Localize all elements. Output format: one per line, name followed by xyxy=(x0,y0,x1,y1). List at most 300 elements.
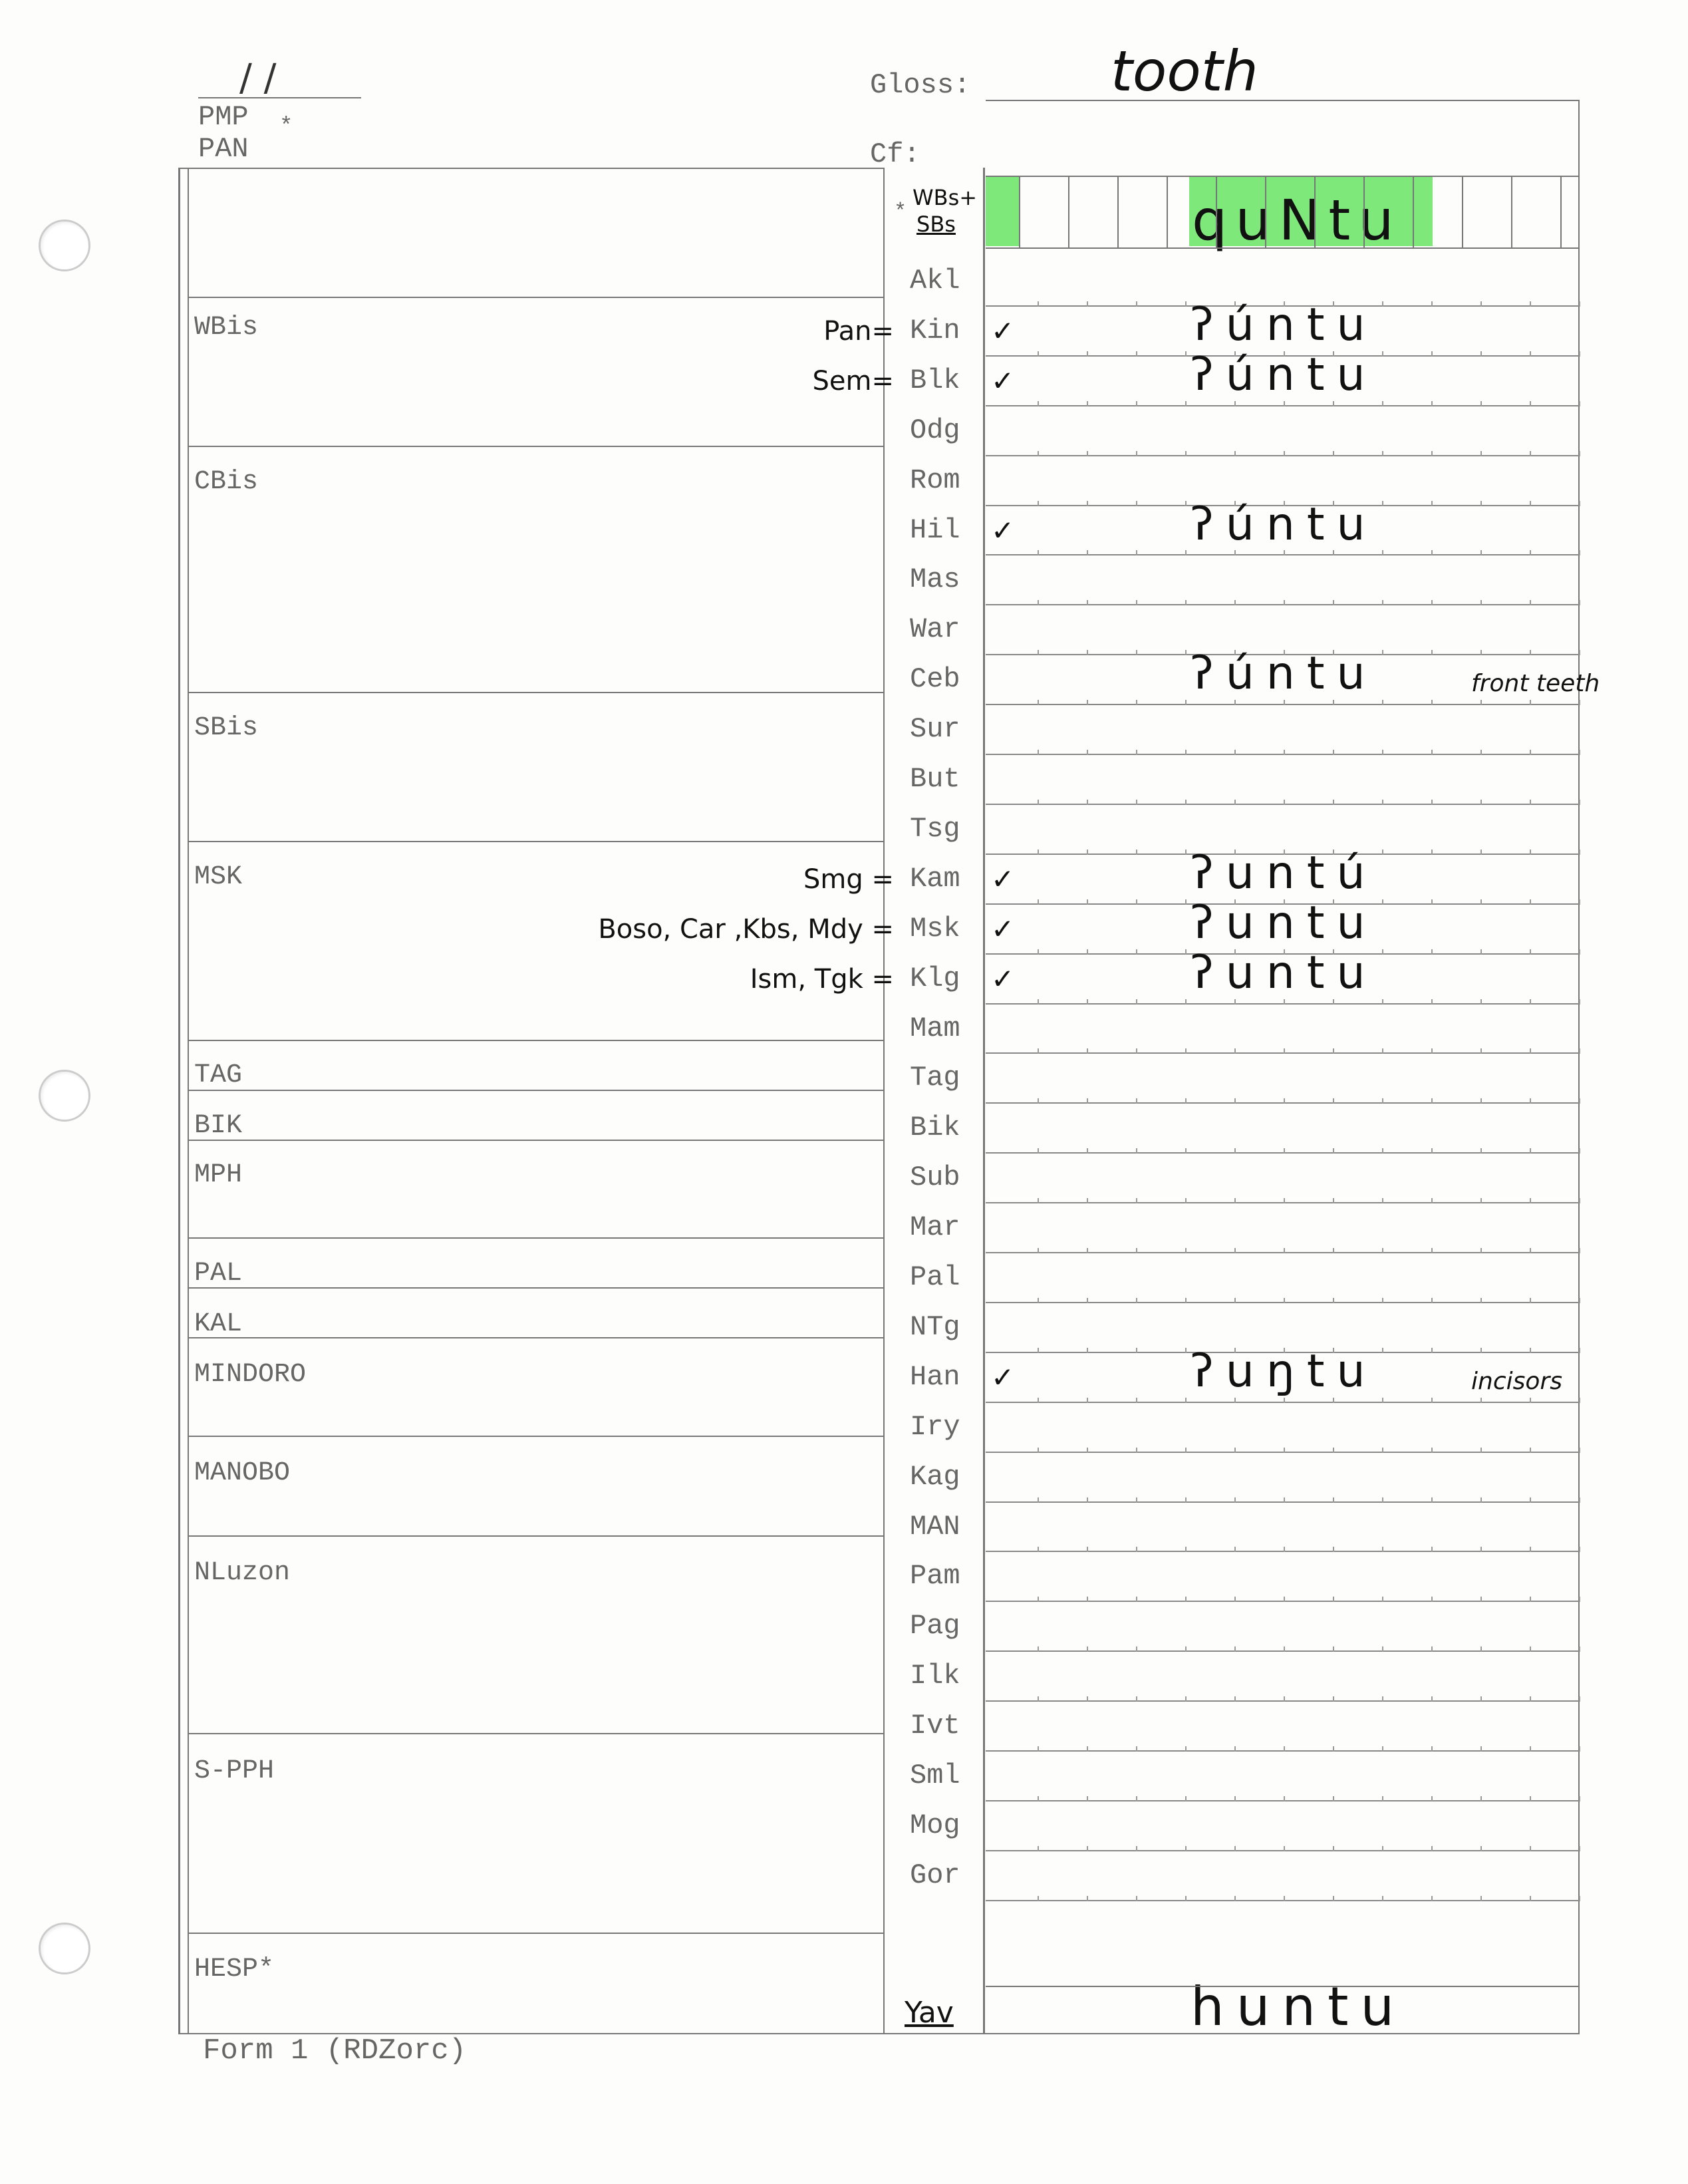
row-tick xyxy=(1579,1398,1580,1403)
row-tick xyxy=(1185,850,1187,855)
row-tick xyxy=(1382,750,1383,755)
row-tick xyxy=(1087,1398,1088,1403)
row-tick xyxy=(1038,1098,1039,1104)
row-tick xyxy=(1530,1098,1531,1104)
row-tick xyxy=(1234,1796,1236,1801)
row-tick xyxy=(1530,1896,1531,1901)
row-tick xyxy=(1038,1746,1039,1752)
row-tick xyxy=(1185,1198,1187,1203)
proto-label-line2: SBs xyxy=(916,212,956,237)
row-tick xyxy=(1087,750,1088,755)
row-check: ✓ xyxy=(991,912,1015,945)
row-line xyxy=(986,1750,1580,1752)
row-tick xyxy=(1087,1098,1088,1104)
row-tick xyxy=(1382,1298,1383,1303)
row-tick xyxy=(1185,899,1187,905)
language-code: Mog xyxy=(910,1809,960,1841)
row-tick xyxy=(1136,949,1137,955)
row-tick xyxy=(1480,1048,1482,1054)
row-tick xyxy=(1087,1148,1088,1154)
row-tick xyxy=(1480,550,1482,555)
frame-right xyxy=(1578,100,1580,2034)
row-tick xyxy=(1087,1547,1088,1552)
row-tick xyxy=(1579,700,1580,705)
divider-bik xyxy=(188,1090,883,1091)
language-code: Odg xyxy=(910,414,960,446)
row-tick xyxy=(1480,750,1482,755)
gloss-underline xyxy=(986,100,1580,101)
row-tick xyxy=(1185,1746,1187,1752)
language-code: Akl xyxy=(910,265,960,297)
row-line xyxy=(986,1700,1580,1702)
pan-label: PAN xyxy=(198,133,249,165)
row-tick xyxy=(1185,700,1187,705)
row-tick xyxy=(1431,899,1433,905)
row-tick xyxy=(1136,401,1137,406)
row-tick xyxy=(1382,351,1383,357)
row-tick xyxy=(1038,1248,1039,1253)
row-tick xyxy=(1136,1547,1137,1552)
row-tick xyxy=(1333,1098,1334,1104)
row-tick xyxy=(1530,1547,1531,1552)
row-tick xyxy=(1480,1348,1482,1353)
language-code: War xyxy=(910,613,960,646)
row-tick xyxy=(1579,1248,1580,1253)
row-tick xyxy=(1087,949,1088,955)
row-tick xyxy=(1530,850,1531,855)
row-tick xyxy=(1579,1896,1580,1901)
row-tick xyxy=(1382,1696,1383,1702)
row-tick xyxy=(1382,1646,1383,1652)
row-tick xyxy=(1579,1098,1580,1104)
row-tick xyxy=(1431,999,1433,1005)
row-tick xyxy=(1480,850,1482,855)
row-tick xyxy=(1530,401,1531,406)
row-tick xyxy=(1038,1646,1039,1652)
row-form: ʔúntu xyxy=(1191,348,1377,401)
row-tick xyxy=(1185,1497,1187,1503)
row-tick xyxy=(1185,949,1187,955)
row-tick xyxy=(1087,1896,1088,1901)
row-tick xyxy=(1579,1148,1580,1154)
row-tick xyxy=(1284,1896,1285,1901)
row-tick xyxy=(1136,451,1137,456)
row-line xyxy=(986,754,1580,755)
row-tick xyxy=(1333,1796,1334,1801)
row-tick xyxy=(1333,750,1334,755)
row-tick xyxy=(1530,949,1531,955)
row-tick xyxy=(1185,1098,1187,1104)
row-tick xyxy=(1136,1896,1137,1901)
row-tick xyxy=(1333,550,1334,555)
row-tick xyxy=(1038,600,1039,605)
row-tick xyxy=(1087,800,1088,805)
row-tick xyxy=(1480,1398,1482,1403)
row-tick xyxy=(1136,650,1137,655)
region-label-kal: KAL xyxy=(194,1309,243,1339)
language-code: Mas xyxy=(910,563,960,596)
pmp-label: PMP xyxy=(198,101,249,133)
row-tick xyxy=(1530,1448,1531,1453)
row-tick xyxy=(1333,1746,1334,1752)
row-tick xyxy=(1234,451,1236,456)
row-tick xyxy=(1284,451,1285,456)
row-tick xyxy=(1382,550,1383,555)
language-code: Ilk xyxy=(910,1660,960,1692)
row-tick xyxy=(1431,1796,1433,1801)
row-tick xyxy=(1579,800,1580,805)
proto-highlight-left xyxy=(986,177,1019,246)
row-tick xyxy=(1431,1696,1433,1702)
row-tick xyxy=(1087,550,1088,555)
proto-cell-divider xyxy=(1068,176,1069,247)
row-tick xyxy=(1087,1646,1088,1652)
row-tick xyxy=(1136,1696,1137,1702)
row-tick xyxy=(1530,1298,1531,1303)
row-tick xyxy=(1234,750,1236,755)
row-tick xyxy=(1431,1048,1433,1054)
region-label-msk: MSK xyxy=(194,862,243,892)
language-code: Ceb xyxy=(910,663,960,696)
proto-cell-divider xyxy=(1265,176,1266,247)
row-tick xyxy=(1382,1597,1383,1602)
date-slashes: / / xyxy=(239,57,277,100)
row-tick xyxy=(1284,1298,1285,1303)
row-tick xyxy=(1333,1646,1334,1652)
row-tick xyxy=(1382,899,1383,905)
row-tick xyxy=(1038,1547,1039,1552)
row-tick xyxy=(1431,949,1433,955)
row-tick xyxy=(1333,451,1334,456)
row-tick xyxy=(1530,1148,1531,1154)
row-line xyxy=(986,1452,1580,1453)
divider-sbis xyxy=(188,692,883,693)
row-tick xyxy=(1185,999,1187,1005)
row-tick xyxy=(1234,1746,1236,1752)
row-tick xyxy=(1038,401,1039,406)
row-tick xyxy=(1579,401,1580,406)
row-tick xyxy=(1480,1846,1482,1851)
row-tick xyxy=(1136,1248,1137,1253)
row-tick xyxy=(1185,1398,1187,1403)
region-label-hesp: HESP* xyxy=(194,1954,275,1984)
row-tick xyxy=(1579,550,1580,555)
region-label-wbis: WBis xyxy=(194,313,259,343)
region-label-cbis: CBis xyxy=(194,467,259,497)
row-tick xyxy=(1038,750,1039,755)
proto-form: quNtu xyxy=(1192,188,1402,253)
row-tick xyxy=(1234,401,1236,406)
row-tick xyxy=(1136,550,1137,555)
row-tick xyxy=(1530,301,1531,307)
row-tick xyxy=(1480,1198,1482,1203)
proto-cell-divider xyxy=(1560,176,1562,247)
row-tick xyxy=(1530,351,1531,357)
row-tick xyxy=(1284,1198,1285,1203)
row-tick xyxy=(1185,451,1187,456)
divider-spph xyxy=(188,1733,883,1734)
row-tick xyxy=(1382,451,1383,456)
row-tick xyxy=(1431,650,1433,655)
row-prefix: Boso, Car ,Kbs, Mdy = xyxy=(598,913,894,945)
row-tick xyxy=(1136,750,1137,755)
row-tick xyxy=(1530,1348,1531,1353)
row-tick xyxy=(1579,600,1580,605)
language-code: Han xyxy=(910,1360,960,1393)
row-tick xyxy=(1333,1846,1334,1851)
row-tick xyxy=(1480,1896,1482,1901)
row-form: ʔuntu xyxy=(1191,946,1377,999)
binder-hole-top xyxy=(39,220,90,271)
row-tick xyxy=(1087,301,1088,307)
region-label-mindoro: MINDORO xyxy=(194,1360,307,1390)
region-label-spph: S-PPH xyxy=(194,1756,275,1786)
row-tick xyxy=(1185,1448,1187,1453)
row-tick xyxy=(1136,1348,1137,1353)
row-form: ʔúntu xyxy=(1191,298,1377,351)
row-tick xyxy=(1234,600,1236,605)
row-form: ʔuntú xyxy=(1191,846,1377,899)
row-tick xyxy=(1431,1846,1433,1851)
row-tick xyxy=(1333,1298,1334,1303)
row-tick xyxy=(1480,999,1482,1005)
row-tick xyxy=(1480,949,1482,955)
row-tick xyxy=(1185,650,1187,655)
row-tick xyxy=(1038,1597,1039,1602)
row-tick xyxy=(1038,1148,1039,1154)
row-tick xyxy=(1234,1597,1236,1602)
row-tick xyxy=(1480,1696,1482,1702)
row-tick xyxy=(1087,451,1088,456)
divider-hesp xyxy=(188,1933,883,1934)
row-tick xyxy=(1431,1148,1433,1154)
row-tick xyxy=(1579,1547,1580,1552)
row-tick xyxy=(1579,850,1580,855)
row-tick xyxy=(1234,1448,1236,1453)
row-tick xyxy=(1530,1646,1531,1652)
row-tick xyxy=(1530,999,1531,1005)
row-tick xyxy=(1038,999,1039,1005)
row-tick xyxy=(1579,949,1580,955)
row-tick xyxy=(1284,1098,1285,1104)
binder-hole-middle xyxy=(39,1070,90,1122)
row-tick xyxy=(1136,1846,1137,1851)
row-tick xyxy=(1530,501,1531,506)
row-tick xyxy=(1185,1148,1187,1154)
row-tick xyxy=(1284,1448,1285,1453)
row-tick xyxy=(1136,850,1137,855)
language-code: Kin xyxy=(910,314,960,347)
row-tick xyxy=(1284,1796,1285,1801)
row-tick xyxy=(1234,999,1236,1005)
row-tick xyxy=(1530,899,1531,905)
row-tick xyxy=(1087,1796,1088,1801)
row-tick xyxy=(1038,800,1039,805)
row-tick xyxy=(1382,800,1383,805)
row-tick xyxy=(1333,1497,1334,1503)
row-prefix: Sem= xyxy=(812,365,894,396)
row-tick xyxy=(1038,501,1039,506)
row-tick xyxy=(1382,1448,1383,1453)
language-code: Rom xyxy=(910,464,960,496)
row-tick xyxy=(1136,999,1137,1005)
row-tick xyxy=(1284,1846,1285,1851)
row-tick xyxy=(1579,1198,1580,1203)
language-code: Blk xyxy=(910,364,960,396)
row-tick xyxy=(1431,301,1433,307)
row-tick xyxy=(1382,1048,1383,1054)
language-code: Mar xyxy=(910,1211,960,1244)
row-tick xyxy=(1480,401,1482,406)
frame-top xyxy=(178,168,883,169)
row-tick xyxy=(1382,650,1383,655)
proto-label-line1: WBs+ xyxy=(913,185,978,210)
proto-cell-divider xyxy=(1019,176,1020,247)
row-tick xyxy=(1284,550,1285,555)
divider-cbis xyxy=(188,446,883,447)
row-tick xyxy=(1038,1048,1039,1054)
row-tick xyxy=(1087,650,1088,655)
row-tick xyxy=(1480,1448,1482,1453)
proto-cell-divider xyxy=(1167,176,1168,247)
row-tick xyxy=(1185,750,1187,755)
row-tick xyxy=(1185,800,1187,805)
divider-manobo xyxy=(188,1436,883,1437)
row-tick xyxy=(1382,1098,1383,1104)
row-tick xyxy=(1579,301,1580,307)
row-line xyxy=(986,704,1580,705)
row-tick xyxy=(1038,650,1039,655)
row-tick xyxy=(1480,301,1482,307)
proto-cell-divider xyxy=(1314,176,1316,247)
row-tick xyxy=(1234,1646,1236,1652)
row-tick xyxy=(1333,1148,1334,1154)
row-tick xyxy=(1480,1497,1482,1503)
row-tick xyxy=(1284,1048,1285,1054)
row-tick xyxy=(1087,351,1088,357)
row-tick xyxy=(1333,1597,1334,1602)
row-tick xyxy=(1431,850,1433,855)
row-tick xyxy=(1185,1248,1187,1253)
language-code: Ivt xyxy=(910,1710,960,1742)
row-tick xyxy=(1530,800,1531,805)
row-tick xyxy=(1530,1398,1531,1403)
row-line xyxy=(986,1202,1580,1203)
row-tick xyxy=(1087,999,1088,1005)
row-tick xyxy=(1480,1597,1482,1602)
row-check: ✓ xyxy=(991,862,1015,895)
row-tick xyxy=(1185,1298,1187,1303)
row-tick xyxy=(1431,800,1433,805)
row-tick xyxy=(1579,351,1580,357)
language-code: Bik xyxy=(910,1112,960,1144)
row-tick xyxy=(1038,550,1039,555)
row-tick xyxy=(1087,850,1088,855)
row-tick xyxy=(1480,1646,1482,1652)
row-tick xyxy=(1136,1048,1137,1054)
row-tick xyxy=(1185,1646,1187,1652)
proto-cell-divider xyxy=(1511,176,1512,247)
row-tick xyxy=(1431,401,1433,406)
row-tick xyxy=(1431,1398,1433,1403)
row-tick xyxy=(1382,301,1383,307)
row-tick xyxy=(1431,1746,1433,1752)
row-tick xyxy=(1087,1048,1088,1054)
row-tick xyxy=(1087,401,1088,406)
row-tick xyxy=(1234,1298,1236,1303)
row-tick xyxy=(1284,1547,1285,1552)
row-tick xyxy=(1382,1148,1383,1154)
region-label-nluzon: NLuzon xyxy=(194,1558,291,1588)
row-tick xyxy=(1382,600,1383,605)
row-tick xyxy=(1087,1846,1088,1851)
row-tick xyxy=(1087,1597,1088,1602)
row-tick xyxy=(1087,501,1088,506)
row-tick xyxy=(1333,999,1334,1005)
row-tick xyxy=(1333,700,1334,705)
row-line xyxy=(986,1302,1580,1303)
row-tick xyxy=(1382,1398,1383,1403)
row-tick xyxy=(1579,1298,1580,1303)
row-tick xyxy=(1480,800,1482,805)
row-tick xyxy=(1333,1048,1334,1054)
row-tick xyxy=(1087,700,1088,705)
row-tick xyxy=(1136,1796,1137,1801)
row-tick xyxy=(1038,1298,1039,1303)
row-tick xyxy=(1038,1696,1039,1702)
row-tick xyxy=(1431,1646,1433,1652)
row-line xyxy=(986,1900,1580,1901)
binder-hole-bottom xyxy=(39,1923,90,1974)
row-tick xyxy=(1382,1846,1383,1851)
hesp-row-line xyxy=(986,1986,1578,1987)
row-tick xyxy=(1579,1497,1580,1503)
row-tick xyxy=(1234,1896,1236,1901)
row-tick xyxy=(1136,501,1137,506)
left-panel-right xyxy=(883,168,885,2034)
row-tick xyxy=(1530,650,1531,655)
row-tick xyxy=(1579,999,1580,1005)
star-marker: * xyxy=(279,114,293,140)
row-tick xyxy=(1284,1248,1285,1253)
proto-cell-divider xyxy=(1117,176,1119,247)
row-tick xyxy=(1136,899,1137,905)
row-tick xyxy=(1530,1198,1531,1203)
row-tick xyxy=(1185,1048,1187,1054)
row-tick xyxy=(1234,1098,1236,1104)
row-tick xyxy=(1333,600,1334,605)
row-tick xyxy=(1284,999,1285,1005)
row-tick xyxy=(1333,1398,1334,1403)
row-tick xyxy=(1136,1298,1137,1303)
divider-pal xyxy=(188,1237,883,1239)
row-line xyxy=(986,1800,1580,1801)
row-tick xyxy=(1579,1048,1580,1054)
row-tick xyxy=(1431,1497,1433,1503)
proto-row-line xyxy=(986,247,1578,249)
row-tick xyxy=(1234,1547,1236,1552)
row-tick xyxy=(1185,550,1187,555)
row-tick xyxy=(1087,899,1088,905)
row-form: ʔuntu xyxy=(1191,896,1377,949)
divider-tag xyxy=(188,1040,883,1041)
row-tick xyxy=(1087,1448,1088,1453)
row-tick xyxy=(1234,1148,1236,1154)
row-tick xyxy=(1530,700,1531,705)
row-prefix: Pan= xyxy=(823,315,894,347)
row-tick xyxy=(1431,1098,1433,1104)
hesp-lang: Yav xyxy=(905,1996,954,2030)
